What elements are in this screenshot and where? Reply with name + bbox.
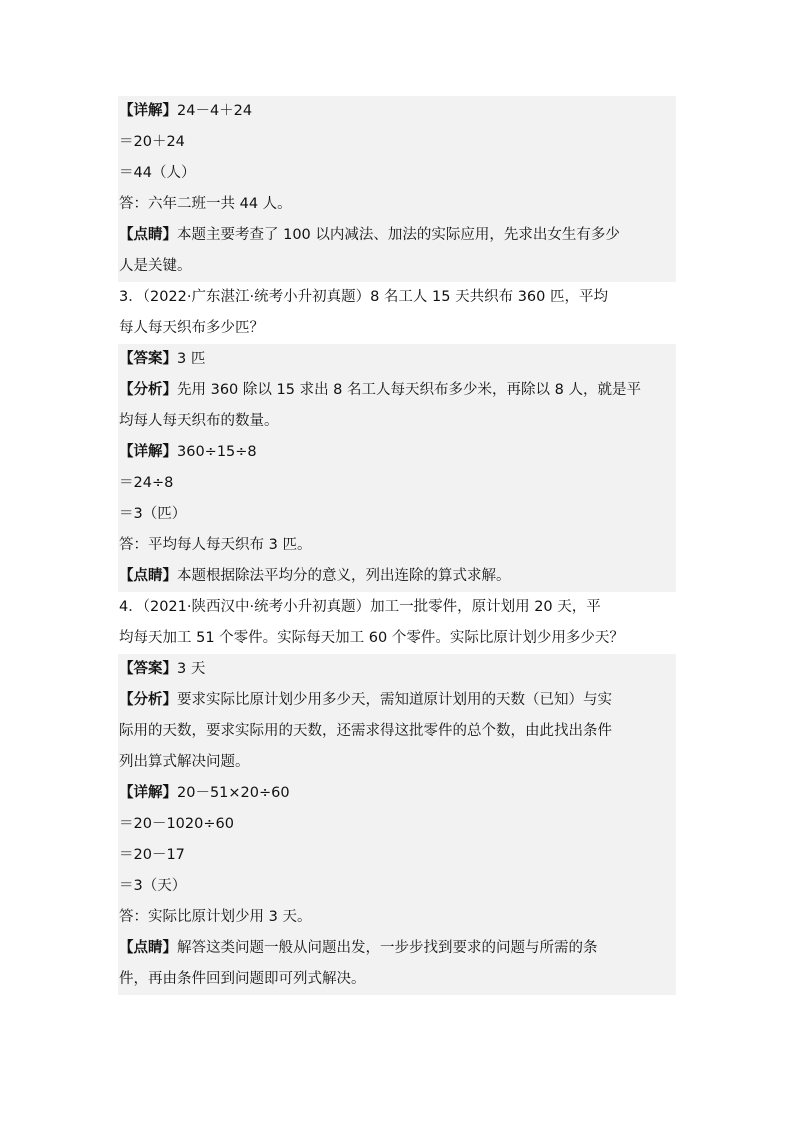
text-line bbox=[118, 902, 676, 933]
line-text: 答：六年二班一共 44 人。 bbox=[119, 196, 292, 212]
section-tag: 【点睛】 bbox=[119, 940, 177, 956]
text-line bbox=[118, 623, 676, 654]
line-text: 列出算式解决问题。 bbox=[119, 754, 250, 770]
line-text: ＝20＋24 bbox=[119, 134, 185, 150]
text-line bbox=[118, 964, 676, 995]
line-text: 3 匹 bbox=[177, 351, 206, 367]
line-text: ＝3（匹） bbox=[119, 506, 187, 522]
text-line bbox=[118, 840, 676, 871]
line-text: 件，再由条件回到问题即可列式解决。 bbox=[119, 971, 366, 987]
text-line bbox=[118, 375, 676, 406]
line-text: ＝44（人） bbox=[119, 165, 196, 181]
section-tag: 【详解】 bbox=[119, 103, 177, 119]
text-line bbox=[118, 468, 676, 499]
line-text: 4．（2021·陕西汉中·统考小升初真题）加工一批零件，原计划用 20 天，平 bbox=[119, 599, 601, 615]
text-line bbox=[118, 747, 676, 778]
text-line bbox=[118, 251, 676, 282]
section-tag: 【分析】 bbox=[119, 692, 177, 708]
line-text: 答：实际比原计划少用 3 天。 bbox=[119, 909, 312, 925]
section-tag: 【答案】 bbox=[119, 661, 177, 677]
line-text: 均每人每天织布的数量。 bbox=[119, 413, 279, 429]
text-line bbox=[118, 778, 676, 809]
text-line bbox=[118, 809, 676, 840]
text-line bbox=[118, 685, 676, 716]
line-text: ＝24÷8 bbox=[119, 475, 174, 491]
line-text: 360÷15÷8 bbox=[177, 444, 257, 460]
line-text: 20－51×20÷60 bbox=[177, 785, 290, 801]
line-text: 24－4＋24 bbox=[177, 103, 253, 119]
line-text: 3．（2022·广东湛江·统考小升初真题）8 名工人 15 天共织布 360 匹，平均 bbox=[119, 289, 608, 305]
text-line bbox=[118, 406, 676, 437]
text-line bbox=[118, 499, 676, 530]
text-line bbox=[118, 127, 676, 158]
line-text: 本题根据除法平均分的意义，列出连除的算式求解。 bbox=[177, 568, 511, 584]
text-line bbox=[118, 437, 676, 468]
line-text: 要求实际比原计划少用多少天，需知道原计划用的天数（已知）与实 bbox=[177, 692, 612, 708]
line-text: ＝3（天） bbox=[119, 878, 187, 894]
document-page bbox=[118, 96, 676, 995]
text-line bbox=[118, 344, 676, 375]
line-text: 际用的天数，要求实际用的天数，还需求得这批零件的总个数，由此找出条件 bbox=[119, 723, 612, 739]
text-line bbox=[118, 313, 676, 344]
line-text: 本题主要考查了 100 以内减法、加法的实际应用，先求出女生有多少 bbox=[177, 227, 620, 243]
text-line bbox=[118, 96, 676, 127]
section-tag: 【点睛】 bbox=[119, 227, 177, 243]
text-line bbox=[118, 530, 676, 561]
text-line bbox=[118, 716, 676, 747]
section-tag: 【点睛】 bbox=[119, 568, 177, 584]
line-text: 均每天加工 51 个零件。实际每天加工 60 个零件。实际比原计划少用多少天？ bbox=[119, 630, 624, 646]
line-text: 答：平均每人每天织布 3 匹。 bbox=[119, 537, 312, 553]
text-line bbox=[118, 654, 676, 685]
line-text: 3 天 bbox=[177, 661, 206, 677]
text-line bbox=[118, 592, 676, 623]
text-line bbox=[118, 871, 676, 902]
text-line bbox=[118, 933, 676, 964]
line-text: 解答这类问题一般从问题出发，一步步找到要求的问题与所需的条 bbox=[177, 940, 598, 956]
line-text: ＝20－17 bbox=[119, 847, 185, 863]
section-tag: 【详解】 bbox=[119, 444, 177, 460]
section-tag: 【详解】 bbox=[119, 785, 177, 801]
text-line bbox=[118, 220, 676, 251]
section-tag: 【答案】 bbox=[119, 351, 177, 367]
text-line bbox=[118, 561, 676, 592]
text-line bbox=[118, 189, 676, 220]
line-text: 每人每天织布多少匹？ bbox=[119, 320, 264, 336]
line-text: 先用 360 除以 15 求出 8 名工人每天织布多少米，再除以 8 人，就是平 bbox=[177, 382, 641, 398]
line-text: 人是关键。 bbox=[119, 258, 192, 274]
text-line bbox=[118, 282, 676, 313]
section-tag: 【分析】 bbox=[119, 382, 177, 398]
line-text: ＝20－1020÷60 bbox=[119, 816, 234, 832]
text-line bbox=[118, 158, 676, 189]
